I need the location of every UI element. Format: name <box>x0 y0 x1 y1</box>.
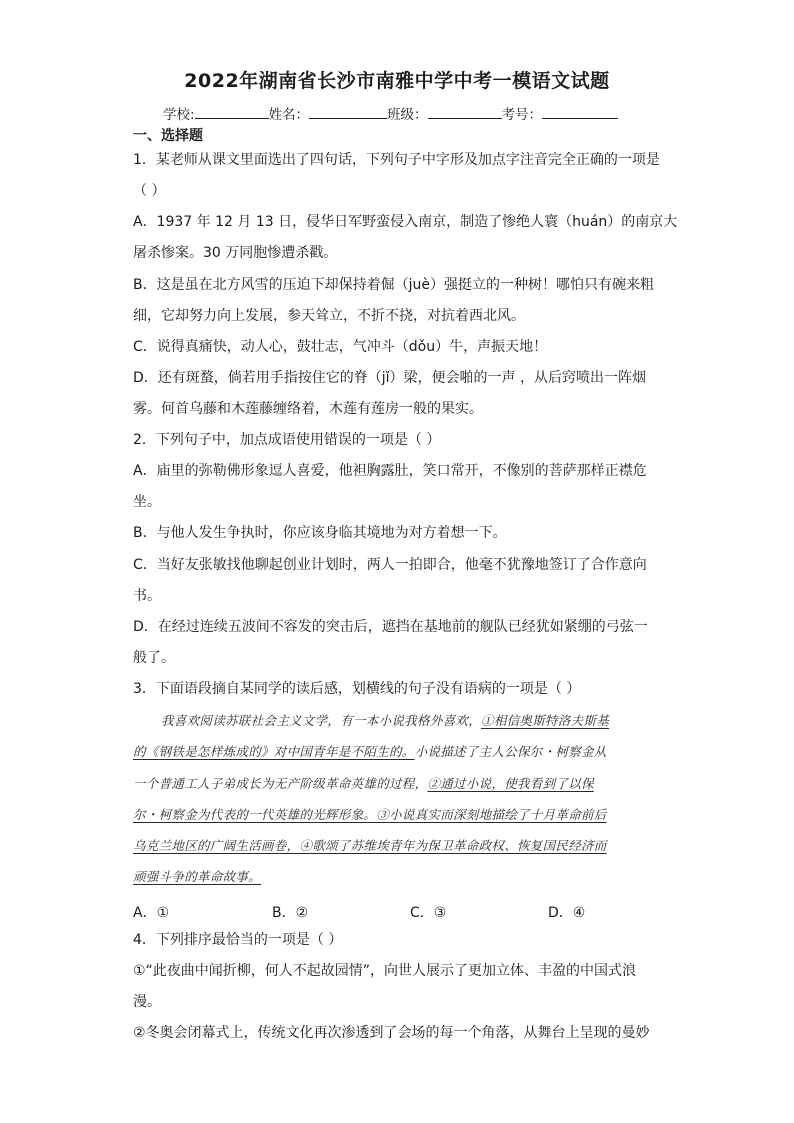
name-blank <box>309 104 387 119</box>
exam-number-blank <box>542 104 618 119</box>
passage-text: 小说描述了主人公保尔・柯察金从 <box>414 744 607 759</box>
q3-option-b: B．② <box>272 905 309 921</box>
class-label: 班级： <box>387 107 428 123</box>
underlined-sentence-1: ①相信奥斯特洛夫斯基 <box>481 713 610 728</box>
q3-option-c: C．③ <box>410 905 447 921</box>
class-blank <box>428 104 502 119</box>
underlined-sentence-2-cont: 尔・柯察金为代表的一代英雄的光辉形象。 <box>133 807 377 822</box>
q1-option-b-line2: 细，它却努力向上发展，参天耸立，不折不挠，对抗着西北风。 <box>133 308 525 324</box>
exam-title: 2022年湖南省长沙市南雅中学中考一模语文试题 <box>184 70 610 92</box>
exam-number-label: 考号： <box>501 107 543 123</box>
name-label: 姓名： <box>268 107 310 123</box>
underlined-sentence-3-cont: 乌克兰地区的广阔生活画卷， <box>133 838 300 853</box>
q2-option-b: B．与他人发生争执时，你应该身临其境地为对方着想一下。 <box>133 525 507 541</box>
q1-option-c: C．说得真痛快，动人心，鼓壮志，气冲斗（dǒu）牛，声振天地！ <box>133 339 548 355</box>
q2-option-a-line2: 坐。 <box>133 494 161 510</box>
underlined-sentence-2: ②通过小说，使我看到了以保 <box>427 776 594 791</box>
q4-stem: 4．下列排序最恰当的一项是（ ） <box>133 932 343 948</box>
q3-passage-line4 <box>133 809 607 822</box>
q2-option-c-line1: C．当好友张敏找他聊起创业计划时，两人一拍即合，他毫不犹豫地签订了合作意向 <box>133 557 647 573</box>
q1-option-b-line1: B．这是虽在北方风雪的压迫下却保持着倔（juè）强挺立的一种树！哪怕只有碗来粗 <box>133 277 654 293</box>
underlined-sentence-1-cont: 的《钢铁是怎样炼成的》对中国青年是不陌生的。 <box>133 744 415 759</box>
q1-option-d-line2: 雾。何首乌藤和木莲藤缠络着，木莲有莲房一般的果实。 <box>133 401 483 417</box>
q2-option-a-line1: A．庙里的弥勒佛形象逗人喜爱，他袒胸露肚，笑口常开，不像别的菩萨那样正襟危 <box>133 463 647 479</box>
q3-option-d: D．④ <box>548 905 586 921</box>
q3-passage-line6 <box>133 871 261 884</box>
section-heading: 一、选择题 <box>133 128 203 144</box>
q4-sentence-1-line2: 漫。 <box>133 994 161 1010</box>
q1-option-a-line2: 屠杀惨案。30 万同胞惨遭杀戳。 <box>133 245 338 261</box>
underlined-sentence-4-cont: 顽强斗争的革命故事。 <box>133 869 262 884</box>
q2-option-c-line2: 书。 <box>133 588 161 604</box>
q1-stem-line1: 1．某老师从课文里面选出了四句话，下列句子中字形及加点字注音完全正确的一项是 <box>133 152 660 168</box>
underlined-sentence-4: ④歌颂了苏维埃青年为保卫革命政权、恢复国民经济而 <box>299 838 607 853</box>
underlined-sentence-3: ③小说真实而深刻地描绘了十月革命前后 <box>376 807 607 822</box>
passage-text: 我喜欢阅读苏联社会主义文学，有一本小说我格外喜欢， <box>161 713 482 728</box>
q3-passage-line2 <box>133 746 607 759</box>
q2-stem: 2．下列句子中，加点成语使用错误的一项是（ ） <box>133 432 441 448</box>
q1-option-d-line1: D．还有斑蝥，倘若用手指按住它的脊（jǐ）梁，便会啪的一声 ，从后窍喷出一阵烟 <box>133 370 647 386</box>
student-info-row <box>163 103 618 123</box>
q1-option-a-line1: A．1937 年 12 月 13 日，侵华日军野蛮侵入南京，制造了惨绝人寰（huán）的南京大 <box>133 214 678 230</box>
q4-sentence-2: ②冬奥会闭幕式上，传统文化再次渗透到了会场的每一个角落，从舞台上呈现的曼妙 <box>133 1025 650 1041</box>
q3-passage-line1 <box>161 715 609 728</box>
q3-passage-line5 <box>133 840 607 853</box>
q1-stem-line2: （ ） <box>133 183 166 199</box>
school-label: 学校: <box>163 107 195 123</box>
passage-text: 一个普通工人子弟成长为无产阶级革命英雄的过程， <box>133 776 428 791</box>
q3-option-a: A．① <box>133 905 170 921</box>
q2-option-d-line2: 般了。 <box>133 650 175 666</box>
school-blank <box>195 104 269 119</box>
q3-passage-line3 <box>133 778 594 791</box>
q2-option-d-line1: D．在经过连续五波间不容发的突击后，遮挡在基地前的舰队已经犹如紧绷的弓弦一 <box>133 619 648 635</box>
q3-stem: 3．下面语段摘自某同学的读后感，划横线的句子没有语病的一项是（ ） <box>133 681 581 697</box>
q4-sentence-1-line1: ①“此夜曲中闻折柳，何人不起故园情”，向世人展示了更加立体、丰盈的中国式浪 <box>133 963 637 979</box>
